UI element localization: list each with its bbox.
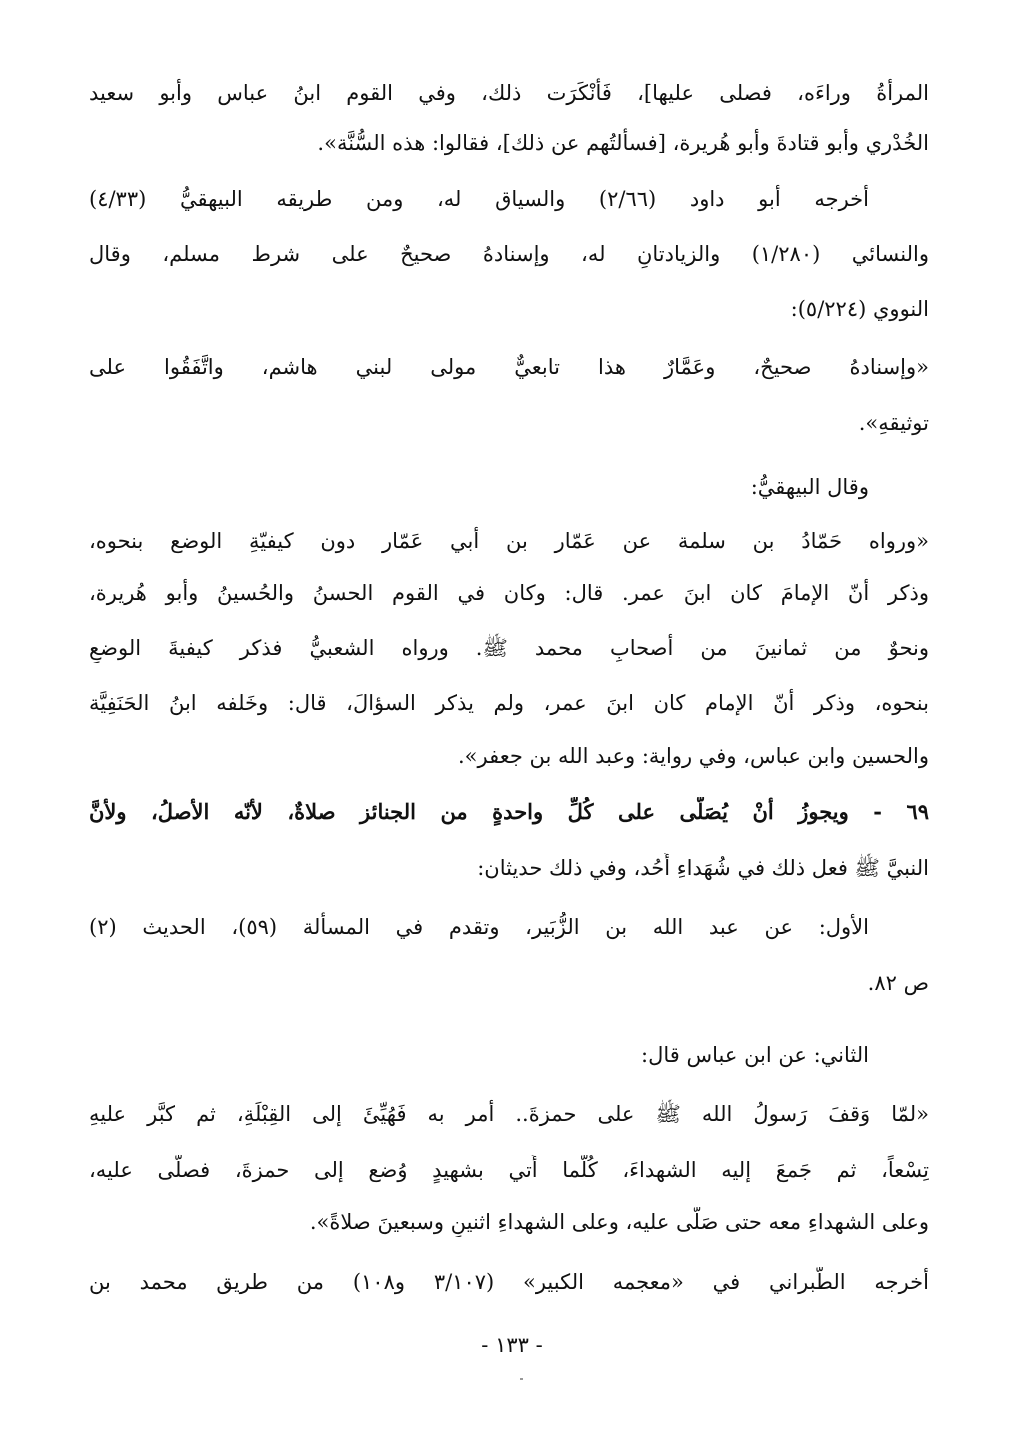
text-line-8: وقال البيهقيُّ: xyxy=(750,475,869,499)
page-number: - ١٣٣ - xyxy=(481,1333,543,1357)
text-line-15: النبيَّ ﷺ فعل ذلك في شُهَداءِ أُحُد، وفي ذلك حديثان: xyxy=(477,856,929,880)
text-line-12: بنحوه، وذكر أنّ الإمام كان ابنَ عمر، ولم يذكر السؤالَ، قال: وخَلفه ابنُ الحَنَفِيَّة xyxy=(89,691,929,715)
text-line-6: «وإسنادهُ صحيحٌ، وعَمَّارٌ هذا تابعيٌّ مولى لبني هاشم، واتَّفَقُوا على xyxy=(89,355,929,379)
text-line-20: تِسْعاً، ثم جَمعَ إليه الشهداءَ، كُلّما أُتي بشهيدٍ وُضع إلى حمزةَ، فصلّى عليه، xyxy=(89,1158,929,1182)
text-line-10: وذكر أنّ الإمامَ كان ابنَ عمر. قال: وكان في القوم الحسنُ والحُسينُ وأبو هُريرة، xyxy=(89,581,929,605)
text-line-19: «لمّا وَقفَ رَسولُ الله ﷺ على حمزةَ.. أمر به فَهُيِّئَ إلى القِبْلَةِ، ثم كبَّر عليهِ xyxy=(89,1102,929,1126)
text-line-5: النووي (٥/٢٢٤): xyxy=(790,297,929,321)
text-line-17: ص ٨٢. xyxy=(867,971,929,995)
text-line-13: والحسين وابن عباس، وفي رواية: وعبد الله بن جعفر». xyxy=(457,744,929,768)
text-line-18: الثاني: عن ابن عباس قال: xyxy=(641,1043,869,1067)
text-line-1: المرأةُ وراءَه، فصلى عليها]، فَأَنْكَرَت ذلك، وفي القوم ابنُ عباس وأبو سعيد xyxy=(89,81,929,105)
text-line-3: أخرجه أبو داود (٢/٦٦) والسياق له، ومن طريقه البيهقيُّ (٤/٣٣) xyxy=(89,187,869,211)
text-line-21: وعلى الشهداءِ معه حتى صَلّى عليه، وعلى الشهداءِ اثنينِ وسبعينَ صلاةً». xyxy=(309,1210,929,1234)
text-line-4: والنسائي (١/٢٨٠) والزيادتانِ له، وإسنادهُ صحيحٌ على شرط مسلم، وقال xyxy=(89,242,929,266)
text-line-16: الأول: عن عبد الله بن الزُّبَير، وتقدم في المسألة (٥٩)، الحديث (٢) xyxy=(89,915,869,939)
text-line-11: ونحوٌ من ثمانينَ من أصحابِ محمد ﷺ. ورواه الشعبيُّ فذكر كيفيةَ الوضعِ xyxy=(89,636,929,660)
text-line-9: «ورواه حَمّادُ بن سلمة عن عَمّار بن أبي عَمّار دون كيفيّةِ الوضع بنحوه، xyxy=(89,529,929,553)
text-line-7: توثيقهِ». xyxy=(858,411,929,435)
text-line-2: الخُدْري وأبو قتادةَ وأبو هُريرة، [فسألتُهم عن ذلك]، فقالوا: هذه السُّنَّة». xyxy=(317,131,929,155)
text-line-14: ٦٩ - ويجوزُ أنْ يُصَلّى على كُلِّ واحدةٍ من الجنائز صلاةٌ، لأنّه الأصلُ، ولأنَّ xyxy=(89,799,929,824)
text-line-22: أخرجه الطَّبراني في «معجمه الكبير» (٣/١٠٧ و١٠٨) من طريق محمد بن xyxy=(89,1270,929,1294)
scan-speck xyxy=(520,1378,523,1380)
